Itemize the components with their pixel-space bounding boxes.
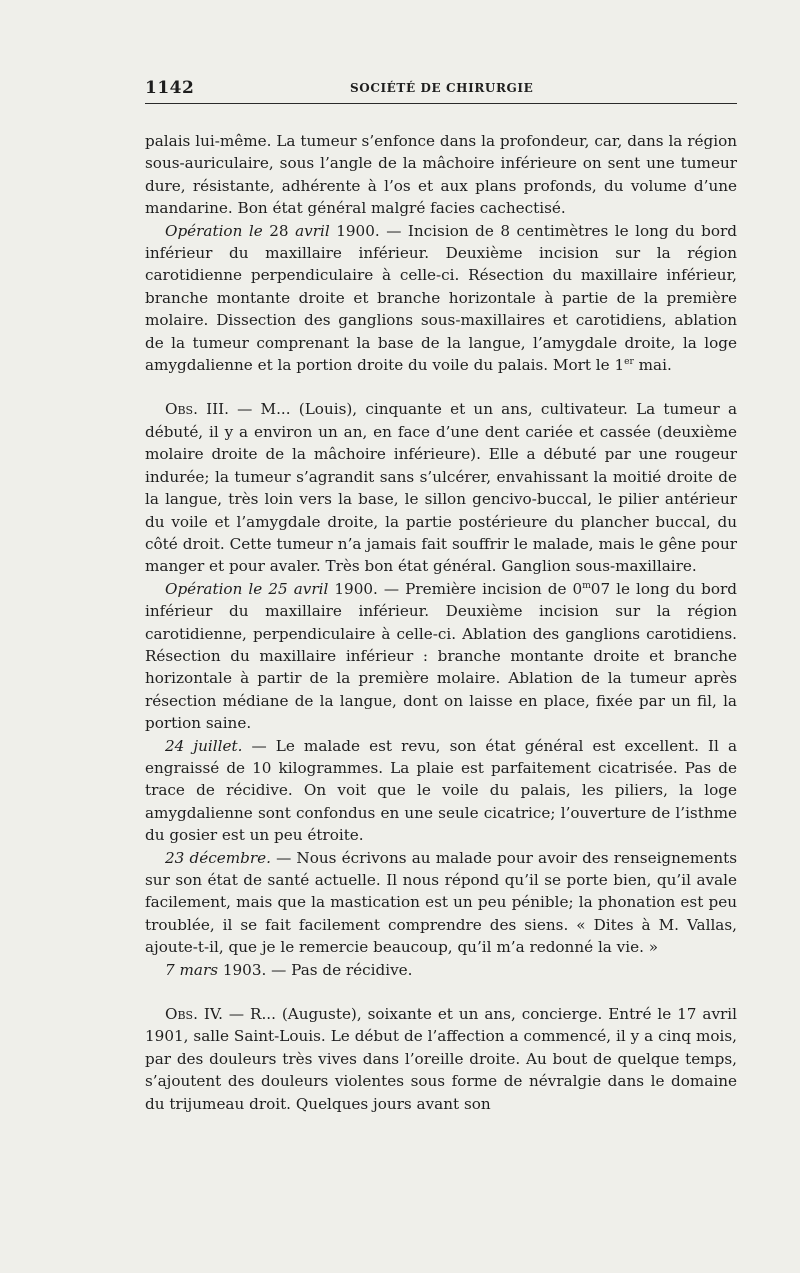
operation-label: Opération le [165, 221, 263, 240]
paragraph-july [145, 735, 737, 847]
paragraph-operation-1 [145, 220, 737, 377]
operation-2-text-b: 07 le long du bord inférieur du maxillaire inférieur. Deuxième incision sur la région carotidienne, perpendiculaire à celle-ci. Ablation des ganglions carotidiens. Résection du maxillaire inférieur : branche montante droite et branche horizontale à partir de la première molaire. Ablation de la tumeur après résection médiane de la langue, dont on laisse en place, fixée par un fil, la portion saine. [145, 579, 738, 733]
operation-2-text-a: 1900. — Première incision de 0 [334, 579, 583, 598]
page-body [145, 130, 737, 1115]
paragraph-operation-2 [145, 578, 737, 735]
operation-text: 1900. — Incision de 8 centimètres le long du bord inférieur du maxillaire inférieur. Deuxième incision sur la région carotidienne perpendiculaire à celle-ci. Résection du maxillaire inférieur, branche montante droite et branche horizontale à partie de la première molaire. Dissection des ganglions sous-maxillaires et carotidiens, ablation de la tumeur comprenant la base de la langue, l’amygdale droite, la loge amygdalienne et la portion droite du voile du palais. Mort le [145, 221, 738, 375]
july-text: — Le malade est revu, son état général est excellent. Il a engraissé de 10 kilogrammes. La plaie est parfaitement cicatrisée. Pas de trace de récidive. On voit que le voile du palais, les piliers, la loge amygdalienne sont confondus en une seule cicatrice; l’ouverture de l’isthme du gosier est un peu étroite. [145, 736, 737, 845]
obs-3-label: Obs. III. [165, 400, 229, 419]
running-title: SOCIÉTÉ DE CHIRURGIE [350, 81, 534, 95]
obs-4-text: — R... (Auguste), soixante et un ans, concierge. Entré le 17 avril 1901, salle Saint-Louis. Le début de l’affection a commencé, il y a cinq mois, par des douleurs très vives dans l’oreille droite. Au bout de quelque temps, s’ajoutent des douleurs violentes sous forme de névralgie dans le domaine du trijumeau droit. Quelques jours avant son [145, 1005, 737, 1113]
paragraph-continuation: palais lui-même. La tumeur s’enfonce dans la profondeur, car, dans la région sous-auriculaire, sous l’angle de la mâchoire inférieure on sent une tumeur dure, résistante, adhérente à l’os et aux plans profonds, du volume d’une mandarine. Bon état général malgré facies cachectisé. [145, 132, 737, 218]
operation-month: avril [295, 221, 330, 240]
operation-day: 28 [269, 221, 289, 240]
march-text: 1903. — Pas de récidive. [222, 960, 413, 979]
july-label: 24 juillet. [165, 736, 243, 755]
operation-2-label: Opération le 25 avril [165, 579, 329, 598]
page-number: 1142 [145, 78, 195, 98]
obs-3-text: — M... (Louis), cinquante et un ans, cultivateur. La tumeur a débuté, il y a environ un an, en face d’une dent cariée et cassée (deuxième molaire droite de la mâchoire inférieure). Elle a débuté par une rougeur indurée; la tumeur s’agrandit sans s’ulcérer, envahissant la moitié droite de la langue, très loin vers la base, le sillon gencivo-buccal, le pilier antérieur du voile et l’amygdale droite, la partie postérieure du plancher buccal, du côté droit. Cette tumeur n’a jamais fait souffrir le malade, mais le gêne pour manger et pour avaler. Très bon état général. Ganglion sous-maxillaire. [145, 400, 737, 576]
paragraph-obs-3 [145, 398, 737, 577]
header-rule [145, 103, 737, 104]
meter-superscript: m [582, 580, 591, 591]
obs-4-label: Obs. IV. [165, 1005, 223, 1024]
paragraph-march [145, 959, 737, 981]
death-day: 1 [614, 356, 625, 375]
march-label: 7 mars [165, 960, 219, 979]
page-header [145, 78, 737, 100]
paragraph-obs-4 [145, 1003, 737, 1115]
death-month: mai. [638, 356, 672, 375]
december-text: — Nous écrivons au malade pour avoir des renseignements sur son état de santé actuelle. Il nous répond qu’il se porte bien, qu’il avale facilement, mais que la mastication est un peu pénible; la phonation est peu troublée, il se fait facilement comprendre des siens. « Dites à M. Vallas, ajoute-t-il, que je le remercie beaucoup, qu’il m’a redonné la vie. » [145, 848, 737, 957]
december-label: 23 décembre. [165, 848, 271, 867]
paragraph-december [145, 847, 737, 959]
death-day-suffix: er [624, 357, 634, 367]
